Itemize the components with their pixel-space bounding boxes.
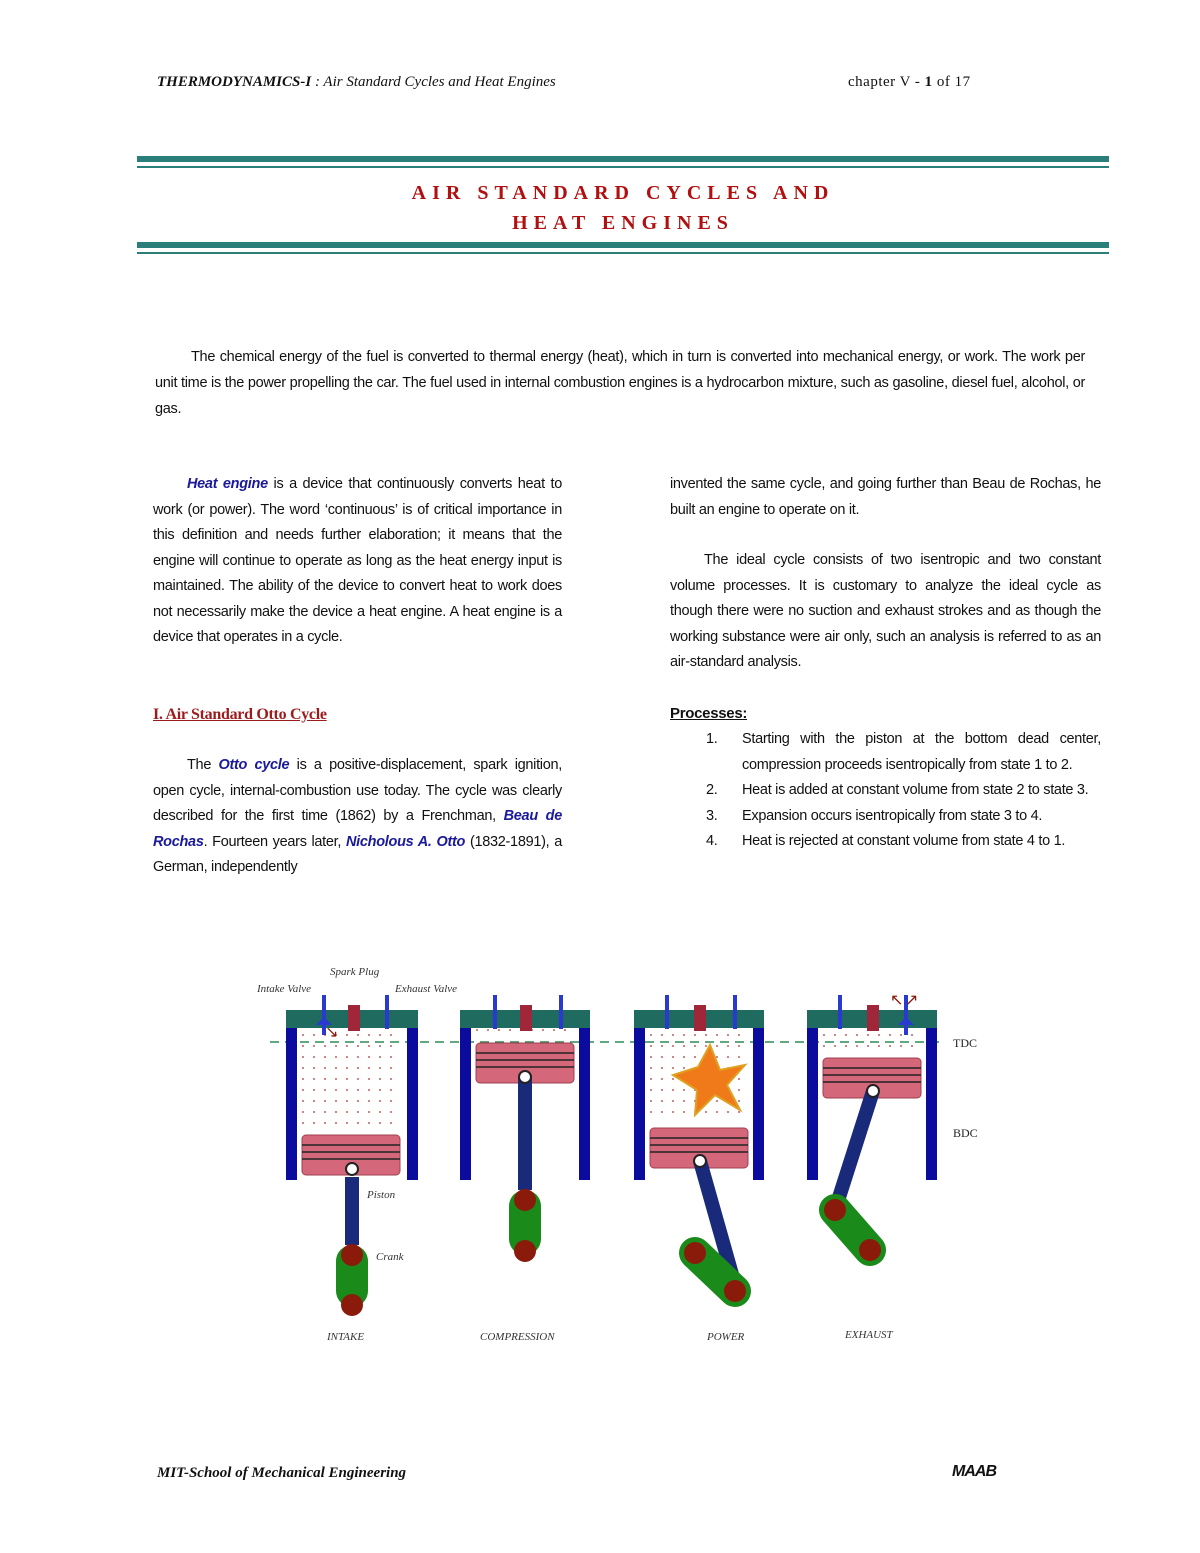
air-particle [694, 1045, 696, 1047]
air-particle [878, 1045, 880, 1047]
air-particle [672, 1111, 674, 1113]
air-particle [390, 1067, 392, 1069]
processes-list [670, 727, 1101, 855]
air-particle [661, 1111, 663, 1113]
air-particle [357, 1078, 359, 1080]
connecting-rod [345, 1177, 359, 1245]
title-rule-bottom-thin [137, 252, 1109, 254]
air-particle [683, 1100, 685, 1102]
air-particle [368, 1034, 370, 1036]
air-particle [390, 1122, 392, 1124]
air-particle [302, 1034, 304, 1036]
air-particle [368, 1056, 370, 1058]
air-particle [738, 1034, 740, 1036]
process-text: Heat is rejected at constant volume from state 4 to 1. [742, 833, 1066, 849]
air-particle [867, 1034, 869, 1036]
air-particle [335, 1078, 337, 1080]
left-column [153, 472, 562, 881]
air-particle [379, 1100, 381, 1102]
air-particle [672, 1045, 674, 1047]
air-particle [705, 1111, 707, 1113]
air-particle [683, 1056, 685, 1058]
air-particle [302, 1056, 304, 1058]
spacer [153, 728, 562, 753]
air-particle [357, 1122, 359, 1124]
process-text: Expansion occurs isentropically from state 3 to 4. [742, 807, 1043, 824]
air-particle [553, 1029, 555, 1031]
air-particle [390, 1111, 392, 1113]
air-particle [313, 1089, 315, 1091]
air-particle [487, 1029, 489, 1031]
air-particle [727, 1045, 729, 1047]
running-header-title [157, 74, 556, 91]
air-particle [694, 1034, 696, 1036]
process-number: 3. [706, 807, 718, 824]
air-particle [727, 1056, 729, 1058]
wrist-pin [867, 1085, 879, 1097]
processes-heading [670, 701, 1101, 728]
crank-pin [824, 1199, 846, 1221]
air-particle [683, 1034, 685, 1036]
air-particle [823, 1034, 825, 1036]
exhaust-arrow-icon: ↖ [890, 992, 904, 1009]
air-particle [324, 1045, 326, 1047]
air-particle [357, 1045, 359, 1047]
right-column [670, 472, 1101, 855]
air-particle [509, 1029, 511, 1031]
air-particle [738, 1100, 740, 1102]
air-particle [727, 1111, 729, 1113]
air-particle [346, 1034, 348, 1036]
ideal-cycle-paragraph: The ideal cycle consists of two isentropic and two constant volume processes. It is customary to analyze the ideal cycle as though there were no suction and exhaust strokes and as though the working substance were air only, such an analysis is referred to as an air-standard analysis. [670, 552, 1101, 670]
air-particle [346, 1067, 348, 1069]
process-text: Starting with the piston at the bottom dead center, compression proceeds isentropically from state 1 to 2. [742, 731, 1101, 773]
air-particle [738, 1045, 740, 1047]
air-particle [856, 1045, 858, 1047]
air-particle [911, 1034, 913, 1036]
heat-engine-paragraph [153, 472, 562, 651]
process-text: Heat is added at constant volume from state 2 to state 3. [742, 782, 1089, 798]
otto-name-term: Nicholous A. Otto [346, 833, 466, 850]
page-title-line1: AIR STANDARD CYCLES AND [411, 182, 835, 204]
air-particle [661, 1056, 663, 1058]
process-number: 2. [706, 782, 718, 798]
air-particle [856, 1034, 858, 1036]
combustion-flame-icon [673, 1045, 745, 1115]
intro-text: The chemical energy of the fuel is converted to thermal energy (heat), which in turn is converted into mechanical energy, or work. The work per unit time is the power propelling the car. The fuel used in internal combustion engines is a hydrocarbon mixture, such as gasoline, diesel fuel, alcohol, or gas. [155, 349, 1085, 417]
air-particle [390, 1078, 392, 1080]
page-indicator [848, 74, 971, 91]
cylinder-wall-left [286, 1028, 297, 1180]
processes-heading-text: Processes: [670, 704, 748, 722]
air-particle [661, 1078, 663, 1080]
air-particle [324, 1078, 326, 1080]
cylinder-wall-right [407, 1028, 418, 1180]
air-particle [313, 1078, 315, 1080]
crank-shaft [859, 1239, 881, 1261]
tdc-label: TDC [953, 1036, 977, 1050]
otto-text-2: . Fourteen years later, [203, 833, 346, 850]
air-particle [716, 1034, 718, 1036]
air-particle [650, 1078, 652, 1080]
title-rule-top-thin [137, 166, 1109, 168]
process-item [670, 778, 1101, 804]
continuation-paragraph: invented the same cycle, and going further than Beau de Rochas, he built an engine to operate on it. [670, 476, 1101, 518]
air-particle [542, 1029, 544, 1031]
bdc-label: BDC [953, 1126, 978, 1140]
page-separator: of [932, 74, 955, 90]
air-particle [705, 1034, 707, 1036]
air-particle [368, 1045, 370, 1047]
air-particle [834, 1045, 836, 1047]
cylinder-wall-right [926, 1028, 937, 1180]
air-particle [313, 1100, 315, 1102]
air-particle [672, 1067, 674, 1069]
air-particle [346, 1089, 348, 1091]
air-particle [379, 1089, 381, 1091]
air-particle [335, 1067, 337, 1069]
heat-engine-text: is a device that continuously converts heat to work (or power). The word ‘continuous’ is of critical importance in this definition and needs further elaboration; it means that the engine will continue to operate as long as the heat energy input is maintained. The ability of the device to convert heat to work does not necessarily make the device a heat engine. A heat engine is a device that operates in a cycle. [153, 476, 562, 645]
stroke-label-compression: COMPRESSION [480, 1331, 555, 1343]
air-particle [867, 1045, 869, 1047]
air-particle [302, 1089, 304, 1091]
crank-shaft [341, 1294, 363, 1316]
process-item [670, 829, 1101, 855]
air-particle [357, 1111, 359, 1113]
exhaust-engine [807, 992, 937, 1341]
exhaust-valve-label: Exhaust Valve [395, 983, 458, 995]
air-particle [346, 1078, 348, 1080]
compression-engine [460, 995, 590, 1343]
wrist-pin [519, 1071, 531, 1083]
cylinder-wall-right [579, 1028, 590, 1180]
stroke-label-intake: INTAKE [327, 1331, 365, 1343]
air-particle [650, 1089, 652, 1091]
air-particle [911, 1045, 913, 1047]
exhaust-valve [385, 995, 389, 1029]
intake-arrow-icon: ↘ [325, 1024, 339, 1041]
title-rule-bottom-thick [137, 242, 1109, 248]
air-particle [705, 1045, 707, 1047]
process-number: 4. [706, 833, 718, 849]
air-particle [368, 1067, 370, 1069]
cylinder-wall-left [634, 1028, 645, 1180]
air-particle [672, 1034, 674, 1036]
air-particle [900, 1034, 902, 1036]
air-particle [379, 1078, 381, 1080]
intake-valve-label: Intake Valve [257, 983, 312, 995]
air-particle [324, 1067, 326, 1069]
air-particle [738, 1078, 740, 1080]
otto-paragraph [153, 753, 562, 881]
air-particle [727, 1034, 729, 1036]
air-particle [357, 1100, 359, 1102]
air-particle [346, 1111, 348, 1113]
section-heading-text: I. Air Standard Otto Cycle [153, 705, 327, 723]
air-particle [390, 1100, 392, 1102]
air-particle [889, 1045, 891, 1047]
air-particle [683, 1045, 685, 1047]
air-particle [889, 1034, 891, 1036]
exhaust-valve [559, 995, 563, 1029]
exhaust-arrow-icon: ↗ [905, 992, 919, 1009]
otto-cycle-term: Otto cycle [218, 757, 290, 773]
air-particle [661, 1034, 663, 1036]
air-particle [650, 1067, 652, 1069]
air-particle [878, 1034, 880, 1036]
air-particle [476, 1029, 478, 1031]
otto-text-3: (1832-1891), a German, independently [153, 833, 562, 875]
air-particle [498, 1029, 500, 1031]
air-particle [738, 1111, 740, 1113]
air-particle [335, 1045, 337, 1047]
process-item [670, 804, 1101, 830]
air-particle [661, 1100, 663, 1102]
air-particle [661, 1045, 663, 1047]
air-particle [302, 1045, 304, 1047]
wrist-pin [346, 1163, 358, 1175]
cylinder-wall-left [460, 1028, 471, 1180]
air-particle [694, 1056, 696, 1058]
air-particle [716, 1045, 718, 1047]
air-particle [302, 1078, 304, 1080]
air-particle [390, 1034, 392, 1036]
air-particle [324, 1111, 326, 1113]
crank-shaft [514, 1240, 536, 1262]
air-particle [379, 1067, 381, 1069]
power-engine [634, 995, 764, 1343]
spacer [670, 676, 1101, 701]
air-particle [683, 1111, 685, 1113]
intake-engine [256, 966, 457, 1343]
air-particle [845, 1034, 847, 1036]
air-particle [335, 1111, 337, 1113]
air-particle [324, 1100, 326, 1102]
page-total: 17 [954, 74, 971, 90]
course-subtitle: : Air Standard Cycles and Heat Engines [311, 74, 556, 90]
air-particle [716, 1100, 718, 1102]
air-particle [379, 1056, 381, 1058]
title-rule-top-thick [137, 156, 1109, 162]
air-particle [650, 1111, 652, 1113]
otto-lead: The [187, 757, 219, 773]
connecting-rod [835, 1091, 873, 1210]
air-particle [650, 1045, 652, 1047]
air-particle [683, 1089, 685, 1091]
air-particle [346, 1056, 348, 1058]
piston-label: Piston [367, 1189, 396, 1201]
crank-pin [724, 1280, 746, 1302]
air-particle [324, 1089, 326, 1091]
air-particle [313, 1034, 315, 1036]
air-particle [390, 1045, 392, 1047]
air-particle [390, 1056, 392, 1058]
air-particle [368, 1089, 370, 1091]
air-particle [390, 1089, 392, 1091]
intro-paragraph [155, 344, 1085, 422]
air-particle [368, 1100, 370, 1102]
footer-initials: MAAB [952, 1463, 996, 1480]
air-particle [564, 1029, 566, 1031]
air-particle [335, 1089, 337, 1091]
stroke-label-power: POWER [707, 1331, 745, 1343]
air-particle [661, 1067, 663, 1069]
crank-pin [341, 1244, 363, 1266]
page-current: 1 [924, 74, 933, 90]
air-particle [379, 1122, 381, 1124]
air-particle [379, 1111, 381, 1113]
exhaust-valve [733, 995, 737, 1029]
intake-valve-stem [322, 995, 326, 1019]
air-particle [738, 1089, 740, 1091]
section-heading [153, 702, 562, 729]
air-particle [313, 1111, 315, 1113]
air-particle [672, 1078, 674, 1080]
page-title-line2: HEAT ENGINES [512, 212, 734, 234]
crank-label: Crank [376, 1251, 404, 1263]
air-particle [368, 1111, 370, 1113]
intake-valve [665, 995, 669, 1029]
air-particle [683, 1067, 685, 1069]
heat-engine-term: Heat engine [187, 476, 268, 492]
process-number: 1. [706, 731, 718, 747]
wrist-pin [694, 1155, 706, 1167]
cylinder-wall-left [807, 1028, 818, 1180]
process-item [670, 727, 1101, 778]
spacer [670, 523, 1101, 548]
chapter-label: chapter V - [848, 74, 925, 90]
crank-shaft [684, 1242, 706, 1264]
air-particle [357, 1089, 359, 1091]
footer-school: MIT-School of Mechanical Engineering [157, 1465, 407, 1481]
air-particle [672, 1100, 674, 1102]
air-particle [313, 1122, 315, 1124]
air-particle [650, 1034, 652, 1036]
air-particle [368, 1122, 370, 1124]
air-particle [357, 1034, 359, 1036]
cylinder-wall-right [753, 1028, 764, 1180]
air-particle [302, 1122, 304, 1124]
air-particle [302, 1100, 304, 1102]
air-particle [834, 1034, 836, 1036]
air-particle [335, 1056, 337, 1058]
air-particle [716, 1111, 718, 1113]
air-particle [346, 1122, 348, 1124]
air-particle [302, 1111, 304, 1113]
spacer [153, 651, 562, 702]
air-particle [313, 1067, 315, 1069]
air-particle [716, 1056, 718, 1058]
air-particle [900, 1045, 902, 1047]
air-particle [357, 1056, 359, 1058]
air-particle [302, 1067, 304, 1069]
air-particle [346, 1100, 348, 1102]
air-particle [324, 1122, 326, 1124]
air-particle [335, 1100, 337, 1102]
air-particle [324, 1056, 326, 1058]
intake-valve [493, 995, 497, 1029]
stroke-label-exhaust: EXHAUST [845, 1329, 893, 1341]
otto-text-1: is a positive-displacement, spark ignition, open cycle, internal-combustion use today. The cycle was clearly described for the first time (1862) by a Frenchman, [153, 757, 562, 824]
air-particle [346, 1045, 348, 1047]
crank-pin [514, 1189, 536, 1211]
air-particle [379, 1034, 381, 1036]
air-particle [357, 1067, 359, 1069]
spark-plug-label: Spark Plug [330, 966, 380, 978]
air-particle [672, 1089, 674, 1091]
intake-valve [838, 995, 842, 1029]
air-particle [661, 1089, 663, 1091]
air-particle [738, 1056, 740, 1058]
air-particle [379, 1045, 381, 1047]
air-particle [650, 1100, 652, 1102]
air-particle [368, 1078, 370, 1080]
spark-plug [520, 1005, 532, 1031]
spark-plug [348, 1005, 360, 1031]
otto-engine-diagram [255, 955, 995, 1355]
air-particle [335, 1122, 337, 1124]
air-particle [313, 1056, 315, 1058]
air-particle [845, 1045, 847, 1047]
air-particle [672, 1056, 674, 1058]
air-particle [313, 1045, 315, 1047]
air-particle [650, 1056, 652, 1058]
air-particle [823, 1045, 825, 1047]
beau-de-rochas-term: Beau de Rochas [153, 808, 562, 850]
course-name: THERMODYNAMICS-I [157, 74, 312, 90]
spark-plug [694, 1005, 706, 1031]
spark-plug [867, 1005, 879, 1031]
